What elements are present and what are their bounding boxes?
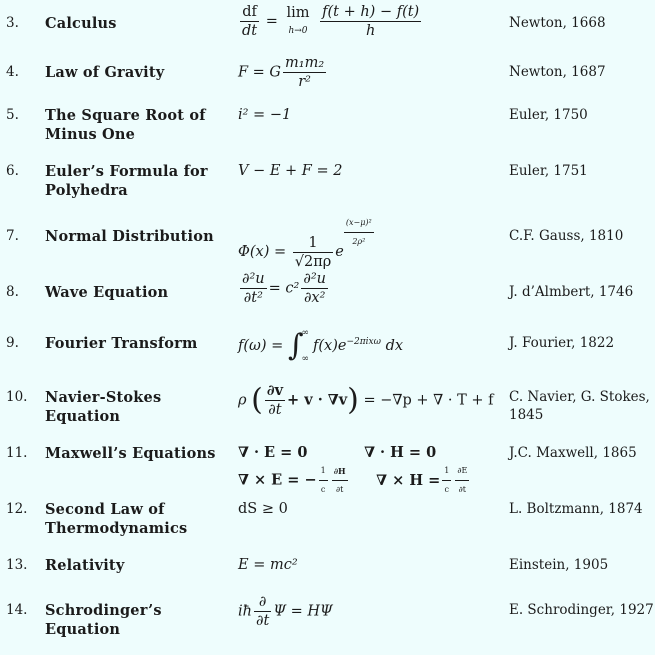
maxwell-line-1: ∇ · E = 0 ∇ · H = 0 (238, 444, 437, 461)
equation-name: Second Law of Thermodynamics (45, 501, 188, 537)
equation-sqrt-minus-one: i² = −1 (238, 107, 292, 123)
fraction: $\frac{\partial H}{\partial t}$ (332, 462, 348, 499)
fraction: $\frac{df}{dt}$ (242, 4, 258, 39)
attribution: C. Navier, G. Stokes, 1845 (509, 389, 650, 423)
equation-name: Calculus (45, 15, 117, 32)
row-number: 7. (6, 228, 19, 244)
equation-name: Wave Equation (45, 284, 169, 301)
fraction: $\frac{\partial E}{\partial t}$ (455, 462, 469, 499)
equation-name: Normal Distribution (45, 228, 214, 245)
equation-name: Schrodinger’s Equation (45, 602, 162, 638)
attribution: J. d’Almbert, 1746 (509, 284, 634, 300)
limit: lim h→0 (286, 4, 310, 36)
fraction: $\frac{1}{c}$ (319, 462, 328, 499)
equation-normal-distribution: Φ(x) = $\frac{1}{√2\pi\rho}$ e $\frac{\text{(x−μ)²}}{\text{2ρ²}}$ (238, 214, 374, 271)
row-number: 12. (6, 501, 28, 517)
equation-relativity: E = mc² (238, 557, 298, 573)
fraction: $\frac{\partial}{\partial t}$ (255, 594, 270, 629)
equation-name: The Square Root of Minus One (45, 107, 206, 143)
attribution: Euler, 1750 (509, 107, 588, 123)
attribution: J.C. Maxwell, 1865 (509, 445, 637, 461)
row-number: 10. (6, 389, 28, 405)
equation-calculus: $\frac{df}{dt}$ = lim h→0 $\frac{f(t + h) - f(t)}{h}$ (242, 4, 420, 39)
integral-limits: ∞ ∞ (301, 328, 310, 364)
attribution: Euler, 1751 (509, 163, 588, 179)
exponent: $\frac{\text{(x−μ)²}}{\text{2ρ²}}$ (344, 214, 374, 251)
attribution: E. Schrodinger, 1927 (509, 602, 654, 618)
row-number: 9. (6, 335, 19, 351)
fraction: $\frac{\partial v}{\partial t}$ (266, 382, 284, 418)
equation-fourier: f(ω) = ∫ ∞ ∞ $f(x)e^{-2\pi ix\omega}$ dx (238, 324, 403, 368)
row-number: 5. (6, 107, 19, 123)
equation-maxwell (238, 444, 471, 499)
equation-thermodynamics: dS ≥ 0 (238, 501, 288, 517)
row-number: 11. (6, 445, 28, 461)
fraction: $\frac{1}{c}$ (442, 462, 451, 499)
equation-name: Navier-Stokes Equation (45, 389, 162, 425)
attribution: Newton, 1687 (509, 64, 606, 80)
fraction: $\frac{1}{√2\pi\rho}$ (294, 234, 332, 270)
row-number: 8. (6, 284, 19, 300)
paren-open: ( (251, 382, 263, 418)
equation-name: Relativity (45, 557, 125, 574)
row-number: 4. (6, 64, 19, 80)
equation-gravity: F = G $\frac{\text{m₁m₂}}{\text{r²}}$ (238, 55, 325, 90)
maxwell-line-2: ∇ × E = − $\frac{1}{c}$ $\frac{\partial H}{\partial t}$ ∇ × H = $\frac{1}{c}$ $\frac{\partial E}{\partial t}$ (238, 462, 471, 499)
fraction: $\frac{\text{∂²u}}{\text{∂t²}}$ (242, 271, 265, 306)
attribution: Newton, 1668 (509, 15, 606, 31)
equation-name: Fourier Transform (45, 335, 198, 352)
fraction: $\frac{f(t + h) - f(t)}{h}$ (322, 4, 420, 39)
row-number: 13. (6, 557, 28, 573)
equation-name: Maxwell’s Equations (45, 445, 216, 462)
equation-euler-polyhedra: V − E + F = 2 (238, 163, 343, 179)
equation-name: Euler’s Formula for Polyhedra (45, 163, 208, 199)
fraction: $\frac{\text{∂²u}}{\text{∂x²}}$ (303, 271, 327, 306)
equation-schrodinger: iħ $\frac{\partial}{\partial t}$ Ψ = HΨ (238, 594, 333, 629)
fraction: $\frac{\text{m₁m₂}}{\text{r²}}$ (285, 55, 325, 90)
row-number: 14. (6, 602, 28, 618)
paren-close: ) (347, 382, 359, 418)
attribution: J. Fourier, 1822 (509, 335, 615, 351)
equation-wave: $\frac{\text{∂²u}}{\text{∂t²}}$ = c² $\frac{\text{∂²u}}{\text{∂x²}}$ (242, 271, 327, 306)
equation-name: Law of Gravity (45, 64, 165, 81)
row-number: 3. (6, 15, 19, 31)
attribution: L. Boltzmann, 1874 (509, 501, 643, 517)
integral-sign: ∫ (287, 328, 304, 363)
attribution: Einstein, 1905 (509, 557, 609, 573)
attribution: C.F. Gauss, 1810 (509, 228, 624, 244)
equation-navier-stokes: ρ ( $\frac{\partial v}{\partial t}$ + v · ∇v) = −∇p + ∇ · T + f (238, 382, 494, 418)
row-number: 6. (6, 163, 19, 179)
